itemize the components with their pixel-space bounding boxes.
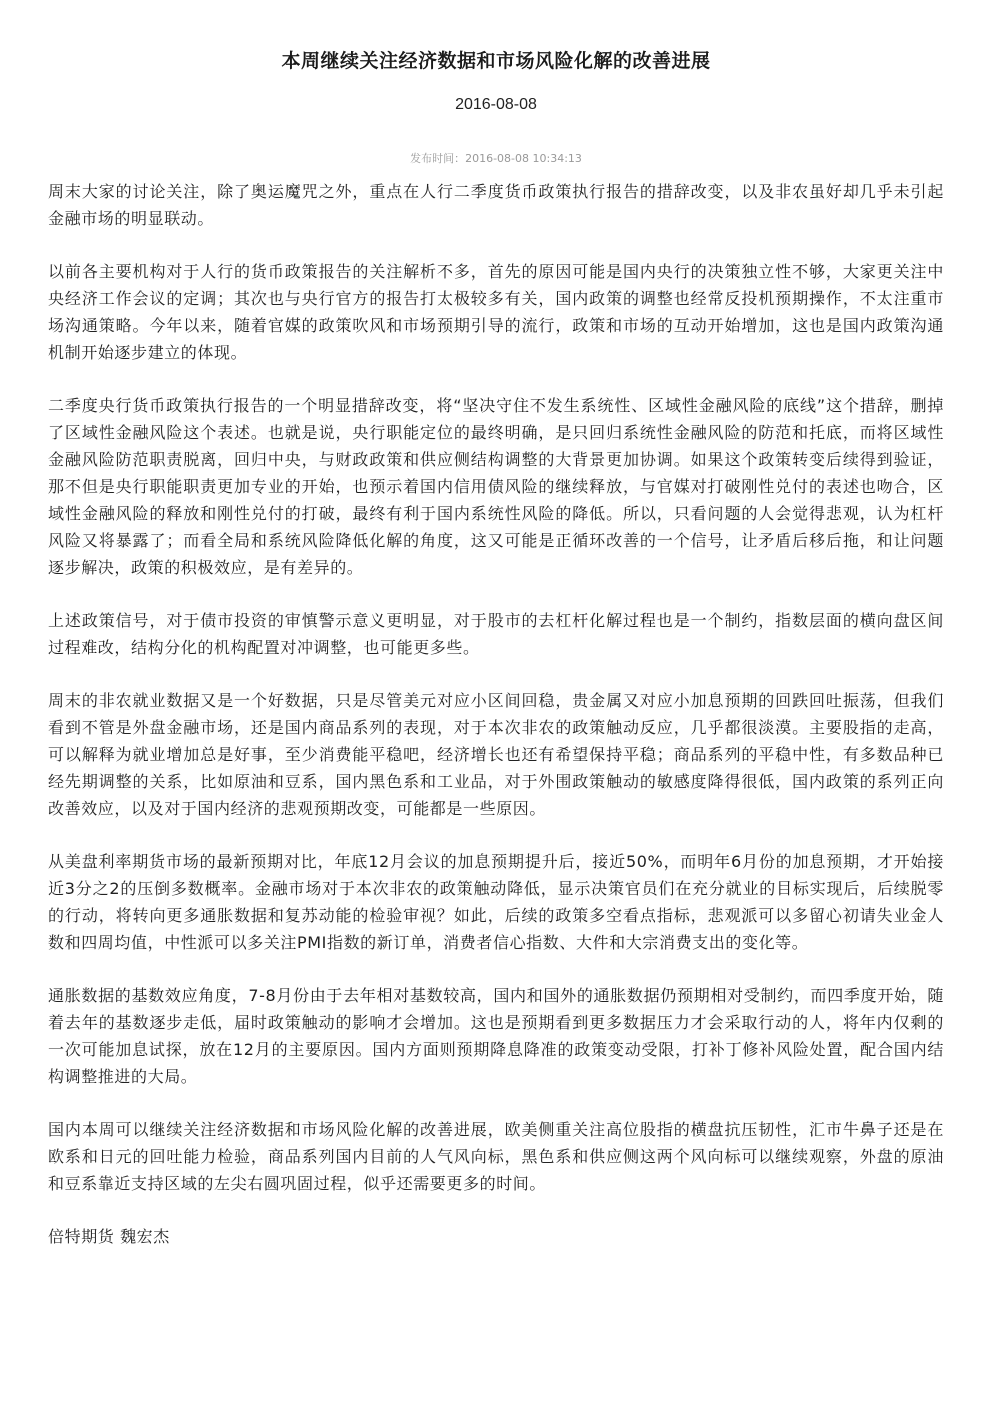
paragraph: 通胀数据的基数效应角度，7-8月份由于去年相对基数较高，国内和国外的通胀数据仍预期相对受制约，而四季度开始，随着去年的基数逐步走低，届时政策触动的影响才会增加。这也是预期看到更多数据压力才会采取行动的人，将年内仅剩的一次可能加息试探，放在12月的主要原因。国内方面则预期降息降准的政策变动受限，打补丁修补风险处置，配合国内结构调整推进的大局。 (48, 986, 944, 1086)
paragraph: 周末的非农就业数据又是一个好数据，只是尽管美元对应小区间回稳，贵金属又对应小加息预期的回跌回吐振荡，但我们看到不管是外盘金融市场，还是国内商品系列的表现，对于本次非农的政策触动反应，几乎都很淡漠。主要股指的走高，可以解释为就业增加总是好事，至少消费能平稳吧，经济增长也还有希望保持平稳；商品系列的平稳中性，有多数品种已经先期调整的关系，比如原油和豆系，国内黑色系和工业品，对于外围政策触动的敏感度降得很低，国内政策的系列正向改善效应，以及对于国内经济的悲观预期改变，可能都是一些原因。 (48, 691, 944, 818)
paragraph: 以前各主要机构对于人行的货币政策报告的关注解析不多，首先的原因可能是国内央行的决策独立性不够，大家更关注中央经济工作会议的定调；其次也与央行官方的报告打太极较多有关，国内政策的调整也经常反投机预期操作，不太注重市场沟通策略。今年以来，随着官媒的政策吹风和市场预期引导的流行，政策和市场的互动开始增加，这也是国内政策沟通机制开始逐步建立的体现。 (48, 262, 944, 362)
paragraph: 国内本周可以继续关注经济数据和市场风险化解的改善进展，欧美侧重关注高位股指的横盘抗压韧性，汇市牛鼻子还是在欧系和日元的回吐能力检验，商品系列国内目前的人气风向标，黑色系和供应侧这两个风向标可以继续观察，外盘的原油和豆系靠近支持区域的左尖右圆巩固过程，似乎还需要更多的时间。 (48, 1120, 944, 1193)
author-signature: 倍特期货 魏宏杰 (48, 1227, 170, 1246)
paragraph: 从美盘利率期货市场的最新预期对比，年底12月会议的加息预期提升后，接近50%，而明年6月份的加息预期，才开始接近3分之2的压倒多数概率。金融市场对于本次非农的政策触动降低，显示决策官员们在充分就业的目标实现后，后续脱零的行动，将转向更多通胀数据和复苏动能的检验审视？如此，后续的政策多空看点指标，悲观派可以多留心初请失业金人数和四周均值，中性派可以多关注PMI指数的新订单，消费者信心指数、大件和大宗消费支出的变化等。 (48, 852, 944, 952)
paragraph: 二季度央行货币政策执行报告的一个明显措辞改变，将“坚决守住不发生系统性、区域性金融风险的底线”这个措辞，删掉了区域性金融风险这个表述。也就是说，央行职能定位的最终明确，是只回归系统性金融风险的防范和托底，而将区域性金融风险防范职责脱离，回归中央，与财政政策和供应侧结构调整的大背景更加协调。如果这个政策转变后续得到验证，那不但是央行职能职责更加专业的开始，也预示着国内信用债风险的继续释放，与官媒对打破刚性兑付的表述也吻合，区域性金融风险的释放和刚性兑付的打破，最终有利于国内系统性风险的降低。所以，只看问题的人会觉得悲观，认为杠杆风险又将暴露了；而看全局和系统风险降低化解的角度，这又可能是正循环改善的一个信号，让矛盾后移后拖，和让问题逐步解决，政策的积极效应，是有差异的。 (48, 396, 944, 577)
publish-time: 发布时间：2016-08-08 10:34:13 (410, 152, 582, 165)
article-body (48, 178, 944, 1250)
article-title: 本周继续关注经济数据和市场风险化解的改善进展 (281, 50, 711, 72)
paragraph: 上述政策信号，对于债市投资的审慎警示意义更明显，对于股市的去杠杆化解过程也是一个制约，指数层面的横向盘区间过程难改，结构分化的机构配置对冲调整，也可能更多些。 (48, 611, 944, 657)
article-date: 2016-08-08 (455, 96, 537, 113)
paragraph: 周末大家的讨论关注，除了奥运魔咒之外，重点在人行二季度货币政策执行报告的措辞改变，以及非农虽好却几乎未引起金融市场的明显联动。 (48, 182, 944, 228)
